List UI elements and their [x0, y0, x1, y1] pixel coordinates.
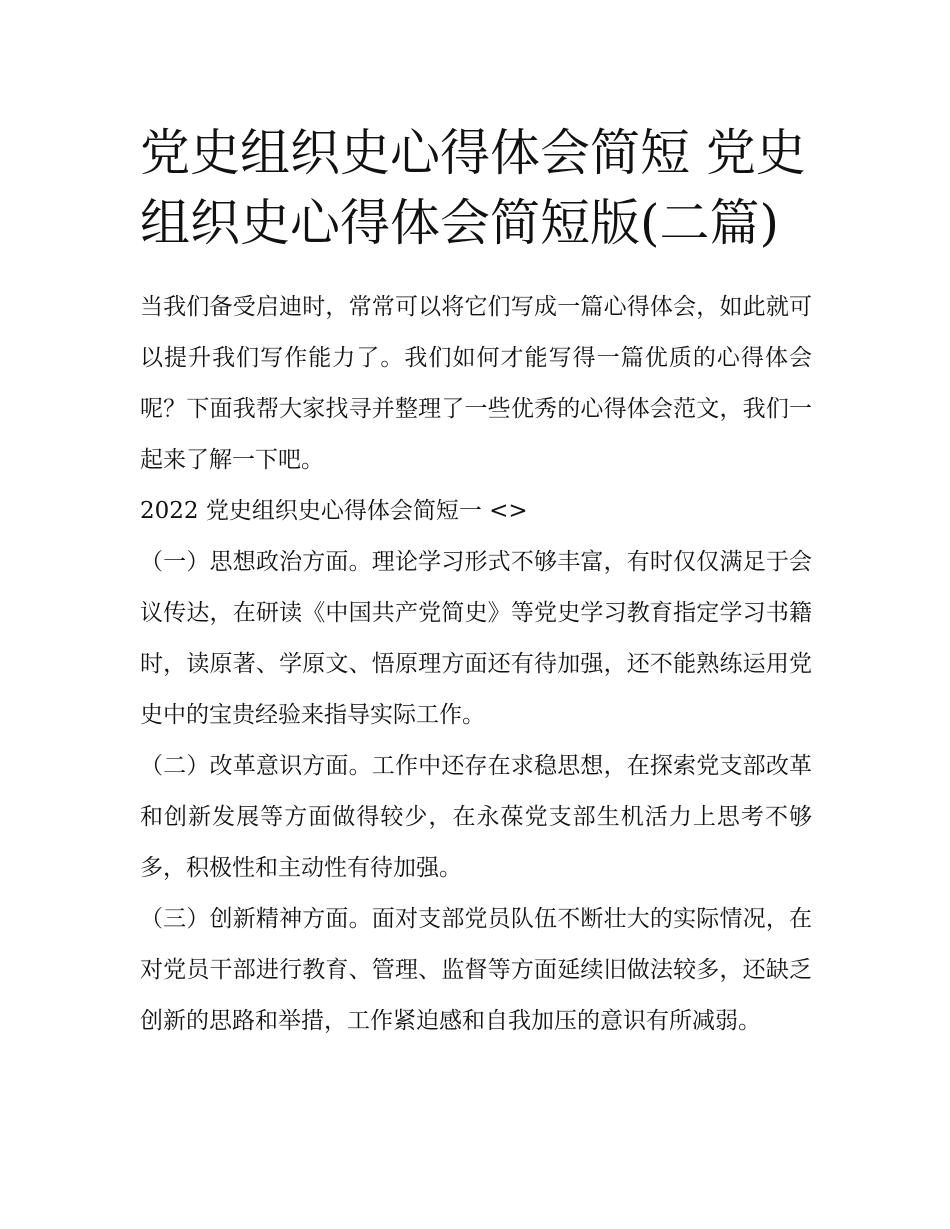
body-paragraph-3: （三）创新精神方面。面对支部党员队伍不断壮大的实际情况，在对党员干部进行教育、管理、监督等方面延续旧做法较多，还缺乏创新的思路和举措，工作紧迫感和自我加压的意识有所减弱。	[140, 906, 812, 1034]
section-heading: 2022 党史组织史心得体会简短一 <>	[140, 498, 528, 524]
body-paragraph-1: （一）思想政治方面。理论学习形式不够丰富，有时仅仅满足于会议传达，在研读《中国共产党简史》等党史学习教育指定学习书籍时，读原著、学原文、悟原理方面还有待加强，还不能熟练运用党史中的宝贵经验来指导实际工作。	[140, 549, 812, 728]
document-page	[140, 118, 812, 1047]
intro-paragraph: 当我们备受启迪时，常常可以将它们写成一篇心得体会，如此就可以提升我们写作能力了。我们如何才能写得一篇优质的心得体会呢？下面我帮大家找寻并整理了一些优秀的心得体会范文，我们一起来了解一下吧。	[140, 294, 812, 473]
document-title: 党史组织史心得体会简短 党史组织史心得体会简短版(二篇)	[140, 124, 806, 252]
body-paragraph-2: （二）改革意识方面。工作中还存在求稳思想，在探索党支部改革和创新发展等方面做得较少，在永葆党支部生机活力上思考不够多，积极性和主动性有待加强。	[140, 753, 812, 881]
